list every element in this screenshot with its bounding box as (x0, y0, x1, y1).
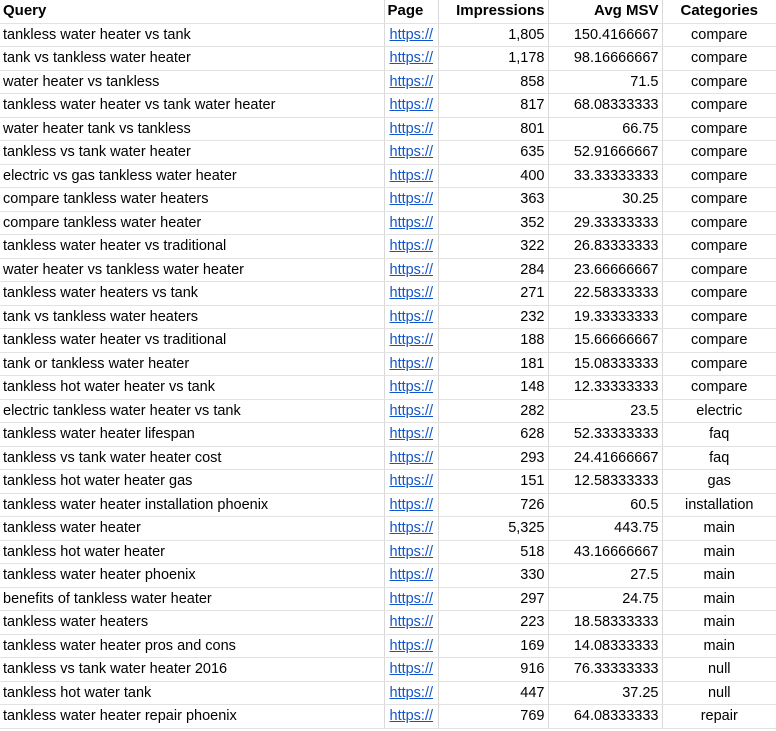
avg-msv-cell[interactable]: 52.33333333 (548, 423, 662, 447)
avg-msv-cell[interactable]: 12.33333333 (548, 376, 662, 400)
query-cell[interactable]: tankless water heater vs tank water heater (0, 94, 384, 118)
query-cell[interactable]: tankless water heater phoenix (0, 564, 384, 588)
category-cell[interactable]: main (662, 517, 776, 541)
page-link[interactable]: https:// (384, 235, 438, 259)
table-row (0, 282, 776, 306)
category-cell[interactable]: compare (662, 329, 776, 353)
category-cell[interactable]: compare (662, 94, 776, 118)
category-cell[interactable]: gas (662, 470, 776, 494)
table-row (0, 399, 776, 423)
table-row (0, 681, 776, 705)
page-link[interactable]: https:// (384, 564, 438, 588)
page-link[interactable]: https:// (384, 399, 438, 423)
avg-msv-cell[interactable]: 64.08333333 (548, 705, 662, 729)
page-link[interactable]: https:// (384, 634, 438, 658)
impressions-cell[interactable]: 858 (438, 70, 548, 94)
query-cell[interactable]: electric tankless water heater vs tank (0, 399, 384, 423)
query-cell[interactable]: compare tankless water heaters (0, 188, 384, 212)
table-row (0, 188, 776, 212)
header-row (0, 0, 776, 23)
query-cell[interactable]: tankless vs tank water heater (0, 141, 384, 165)
avg-msv-cell[interactable]: 52.91666667 (548, 141, 662, 165)
table-row (0, 423, 776, 447)
header-page[interactable]: Page (384, 0, 438, 23)
page-link[interactable]: https:// (384, 141, 438, 165)
page-link[interactable]: https:// (384, 282, 438, 306)
table-row (0, 47, 776, 71)
header-categories[interactable]: Categories (662, 0, 776, 23)
impressions-cell[interactable]: 817 (438, 94, 548, 118)
query-cell[interactable]: tank vs tankless water heater (0, 47, 384, 71)
header-avg-msv[interactable]: Avg MSV (548, 0, 662, 23)
table-row (0, 141, 776, 165)
page-link[interactable]: https:// (384, 705, 438, 729)
category-cell[interactable]: compare (662, 117, 776, 141)
page-link[interactable]: https:// (384, 23, 438, 47)
table-row (0, 305, 776, 329)
category-cell[interactable]: compare (662, 70, 776, 94)
page-link[interactable]: https:// (384, 352, 438, 376)
page-link[interactable]: https:// (384, 305, 438, 329)
avg-msv-cell[interactable]: 27.5 (548, 564, 662, 588)
category-cell[interactable]: repair (662, 705, 776, 729)
category-cell[interactable]: faq (662, 423, 776, 447)
impressions-cell[interactable]: 271 (438, 282, 548, 306)
impressions-cell[interactable]: 223 (438, 611, 548, 635)
impressions-cell[interactable]: 363 (438, 188, 548, 212)
impressions-cell[interactable]: 352 (438, 211, 548, 235)
impressions-cell[interactable]: 181 (438, 352, 548, 376)
category-cell[interactable]: compare (662, 23, 776, 47)
impressions-cell[interactable]: 5,325 (438, 517, 548, 541)
query-cell[interactable]: tankless water heater vs traditional (0, 235, 384, 259)
page-link[interactable]: https:// (384, 540, 438, 564)
category-cell[interactable]: compare (662, 376, 776, 400)
impressions-cell[interactable]: 151 (438, 470, 548, 494)
table-row (0, 376, 776, 400)
table-row (0, 70, 776, 94)
category-cell[interactable]: compare (662, 305, 776, 329)
category-cell[interactable]: compare (662, 235, 776, 259)
table-row (0, 258, 776, 282)
page-link[interactable]: https:// (384, 211, 438, 235)
query-cell[interactable]: tankless hot water heater vs tank (0, 376, 384, 400)
page-link[interactable]: https:// (384, 188, 438, 212)
page-link[interactable]: https:// (384, 94, 438, 118)
avg-msv-cell[interactable]: 68.08333333 (548, 94, 662, 118)
table-row (0, 658, 776, 682)
category-cell[interactable]: null (662, 658, 776, 682)
category-cell[interactable]: compare (662, 258, 776, 282)
page-link[interactable]: https:// (384, 258, 438, 282)
avg-msv-cell[interactable]: 24.75 (548, 587, 662, 611)
category-cell[interactable]: main (662, 611, 776, 635)
avg-msv-cell[interactable]: 15.08333333 (548, 352, 662, 376)
query-cell[interactable]: water heater tank vs tankless (0, 117, 384, 141)
avg-msv-cell[interactable]: 23.66666667 (548, 258, 662, 282)
avg-msv-cell[interactable]: 33.33333333 (548, 164, 662, 188)
impressions-cell[interactable]: 769 (438, 705, 548, 729)
impressions-cell[interactable]: 801 (438, 117, 548, 141)
impressions-cell[interactable]: 284 (438, 258, 548, 282)
impressions-cell[interactable]: 1,178 (438, 47, 548, 71)
table-row (0, 470, 776, 494)
impressions-cell[interactable]: 726 (438, 493, 548, 517)
impressions-cell[interactable]: 148 (438, 376, 548, 400)
table-row (0, 564, 776, 588)
impressions-cell[interactable]: 916 (438, 658, 548, 682)
query-cell[interactable]: water heater vs tankless (0, 70, 384, 94)
avg-msv-cell[interactable]: 37.25 (548, 681, 662, 705)
page-link[interactable]: https:// (384, 329, 438, 353)
category-cell[interactable]: compare (662, 141, 776, 165)
avg-msv-cell[interactable]: 14.08333333 (548, 634, 662, 658)
avg-msv-cell[interactable]: 43.16666667 (548, 540, 662, 564)
query-cell[interactable]: tankless water heater installation phoenix (0, 493, 384, 517)
impressions-cell[interactable]: 628 (438, 423, 548, 447)
query-cell[interactable]: tankless water heaters vs tank (0, 282, 384, 306)
table-row (0, 235, 776, 259)
page-link[interactable]: https:// (384, 470, 438, 494)
avg-msv-cell[interactable]: 24.41666667 (548, 446, 662, 470)
query-cell[interactable]: tankless hot water tank (0, 681, 384, 705)
impressions-cell[interactable]: 330 (438, 564, 548, 588)
table-row (0, 211, 776, 235)
table-row (0, 446, 776, 470)
avg-msv-cell[interactable]: 19.33333333 (548, 305, 662, 329)
table-row (0, 540, 776, 564)
page-link[interactable]: https:// (384, 164, 438, 188)
table-row (0, 117, 776, 141)
impressions-cell[interactable]: 188 (438, 329, 548, 353)
impressions-cell[interactable]: 282 (438, 399, 548, 423)
category-cell[interactable]: main (662, 634, 776, 658)
avg-msv-cell[interactable]: 76.33333333 (548, 658, 662, 682)
page-link[interactable]: https:// (384, 423, 438, 447)
page-link[interactable]: https:// (384, 376, 438, 400)
query-cell[interactable]: tankless water heater vs traditional (0, 329, 384, 353)
category-cell[interactable]: compare (662, 282, 776, 306)
impressions-cell[interactable]: 518 (438, 540, 548, 564)
avg-msv-cell[interactable]: 15.66666667 (548, 329, 662, 353)
page-link[interactable]: https:// (384, 70, 438, 94)
table-row (0, 634, 776, 658)
category-cell[interactable]: faq (662, 446, 776, 470)
query-cell[interactable]: tankless water heater pros and cons (0, 634, 384, 658)
avg-msv-cell[interactable]: 66.75 (548, 117, 662, 141)
category-cell[interactable]: electric (662, 399, 776, 423)
header-query[interactable]: Query (0, 0, 384, 23)
impressions-cell[interactable]: 447 (438, 681, 548, 705)
query-cell[interactable]: tankless water heater lifespan (0, 423, 384, 447)
impressions-cell[interactable]: 293 (438, 446, 548, 470)
category-cell[interactable]: installation (662, 493, 776, 517)
query-cell[interactable]: benefits of tankless water heater (0, 587, 384, 611)
avg-msv-cell[interactable]: 23.5 (548, 399, 662, 423)
table-body (0, 23, 776, 728)
category-cell[interactable]: compare (662, 164, 776, 188)
page-link[interactable]: https:// (384, 611, 438, 635)
avg-msv-cell[interactable]: 22.58333333 (548, 282, 662, 306)
impressions-cell[interactable]: 400 (438, 164, 548, 188)
avg-msv-cell[interactable]: 150.4166667 (548, 23, 662, 47)
avg-msv-cell[interactable]: 29.33333333 (548, 211, 662, 235)
impressions-cell[interactable]: 232 (438, 305, 548, 329)
table-row (0, 705, 776, 729)
query-cell[interactable]: tankless hot water heater (0, 540, 384, 564)
query-cell[interactable]: tankless hot water heater gas (0, 470, 384, 494)
page-link[interactable]: https:// (384, 47, 438, 71)
category-cell[interactable]: compare (662, 188, 776, 212)
table-row (0, 94, 776, 118)
category-cell[interactable]: main (662, 540, 776, 564)
query-cell[interactable]: compare tankless water heater (0, 211, 384, 235)
category-cell[interactable]: compare (662, 211, 776, 235)
impressions-cell[interactable]: 322 (438, 235, 548, 259)
impressions-cell[interactable]: 635 (438, 141, 548, 165)
table-row (0, 493, 776, 517)
avg-msv-cell[interactable]: 71.5 (548, 70, 662, 94)
avg-msv-cell[interactable]: 30.25 (548, 188, 662, 212)
avg-msv-cell[interactable]: 443.75 (548, 517, 662, 541)
query-cell[interactable]: tankless vs tank water heater 2016 (0, 658, 384, 682)
page-link[interactable]: https:// (384, 587, 438, 611)
avg-msv-cell[interactable]: 18.58333333 (548, 611, 662, 635)
impressions-cell[interactable]: 169 (438, 634, 548, 658)
query-cell[interactable]: water heater vs tankless water heater (0, 258, 384, 282)
category-cell[interactable]: compare (662, 47, 776, 71)
query-cell[interactable]: tankless water heater repair phoenix (0, 705, 384, 729)
query-cell[interactable]: tankless vs tank water heater cost (0, 446, 384, 470)
query-cell[interactable]: electric vs gas tankless water heater (0, 164, 384, 188)
page-link[interactable]: https:// (384, 658, 438, 682)
query-cell[interactable]: tankless water heater (0, 517, 384, 541)
table-row (0, 611, 776, 635)
avg-msv-cell[interactable]: 12.58333333 (548, 470, 662, 494)
avg-msv-cell[interactable]: 60.5 (548, 493, 662, 517)
category-cell[interactable]: null (662, 681, 776, 705)
header-impressions[interactable]: Impressions (438, 0, 548, 23)
table-row (0, 517, 776, 541)
page-link[interactable]: https:// (384, 517, 438, 541)
page-link[interactable]: https:// (384, 681, 438, 705)
table-row (0, 329, 776, 353)
table-row (0, 352, 776, 376)
query-cell[interactable]: tank vs tankless water heaters (0, 305, 384, 329)
table-row (0, 23, 776, 47)
page-link[interactable]: https:// (384, 446, 438, 470)
page-link[interactable]: https:// (384, 117, 438, 141)
query-cell[interactable]: tankless water heater vs tank (0, 23, 384, 47)
table-row (0, 587, 776, 611)
avg-msv-cell[interactable]: 98.16666667 (548, 47, 662, 71)
category-cell[interactable]: main (662, 564, 776, 588)
impressions-cell[interactable]: 1,805 (438, 23, 548, 47)
impressions-cell[interactable]: 297 (438, 587, 548, 611)
query-cell[interactable]: tankless water heaters (0, 611, 384, 635)
avg-msv-cell[interactable]: 26.83333333 (548, 235, 662, 259)
page-link[interactable]: https:// (384, 493, 438, 517)
query-cell[interactable]: tank or tankless water heater (0, 352, 384, 376)
table-row (0, 164, 776, 188)
category-cell[interactable]: main (662, 587, 776, 611)
category-cell[interactable]: compare (662, 352, 776, 376)
